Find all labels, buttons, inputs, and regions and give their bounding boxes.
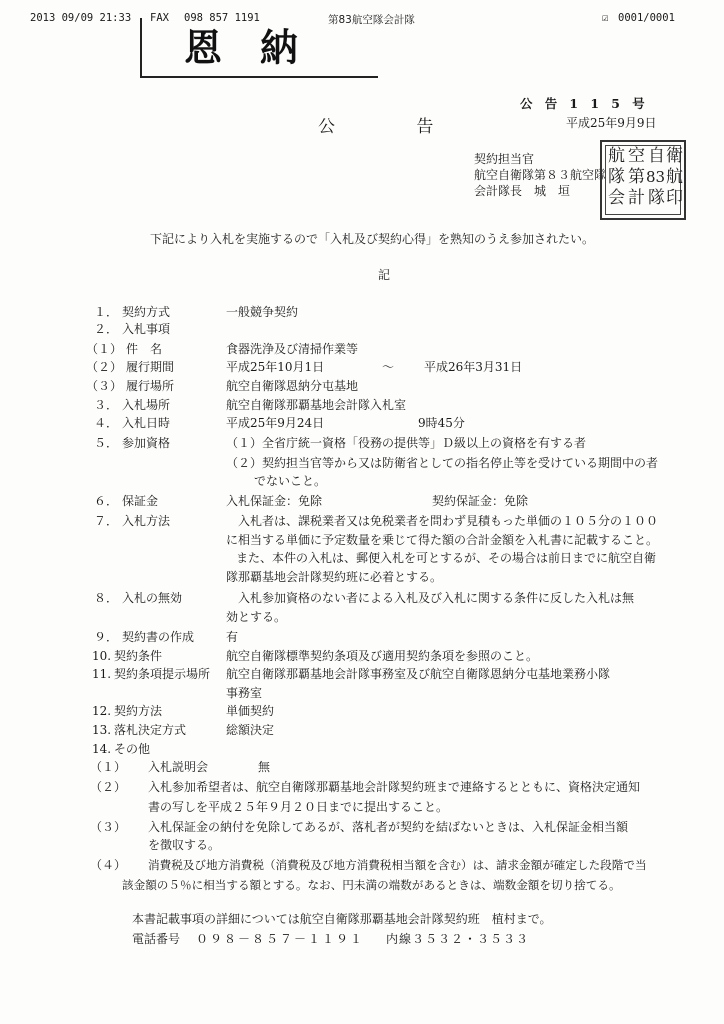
item-label: 落札決定方式 xyxy=(114,723,187,737)
item-value-line2: 効とする。 xyxy=(226,610,287,624)
item-value3: 平成26年3月31日 xyxy=(424,360,523,374)
item-value-line2: 事務室 xyxy=(226,686,263,700)
stamp-text: 恩納 xyxy=(184,26,337,70)
item-num: （３） xyxy=(86,379,123,393)
item-value: 有 xyxy=(226,630,239,644)
other-text-line2: 書の写しを平成２５年９月２０日までに提出すること。 xyxy=(148,800,449,814)
item-value: 航空自衛隊那覇基地会計隊事務室及び航空自衛隊恩納分屯基地業務小隊 xyxy=(226,667,611,681)
footer-contact: 本書記載事項の詳細については航空自衛隊那覇基地会計隊契約班 植村まで。 xyxy=(132,912,552,926)
item-value: 入札保証金：免除 xyxy=(226,494,323,508)
item-label: 入札事項 xyxy=(122,322,171,336)
item-num: 13. xyxy=(92,723,112,737)
phone-number: ０９８－８５７－１１９１ xyxy=(196,932,365,946)
item-value-line2: （２）契約担当官等から又は防衛省としての指名停止等を受けている期間中の者 xyxy=(226,456,659,470)
item-value-line3: また、本件の入札は、郵便入札を可とするが、その場合は前日までに航空自衛 xyxy=(236,551,657,565)
fax-sender: 第83航空隊会計隊 xyxy=(328,14,415,26)
item-label: 入札の無効 xyxy=(122,591,183,605)
item-label: その他 xyxy=(114,742,151,756)
item-value: 航空自衛隊那覇基地会計隊入札室 xyxy=(226,398,407,412)
item-value: 一般競争契約 xyxy=(226,305,299,319)
item-value-line4: 隊那覇基地会計隊契約班に必着とする。 xyxy=(226,570,443,584)
item-value: 食器洗浄及び清掃作業等 xyxy=(226,342,359,356)
fax-page: 0001/0001 xyxy=(618,12,675,24)
other-text: 入札説明会 xyxy=(148,760,209,774)
onna-stamp xyxy=(140,18,380,74)
item-value: 単価契約 xyxy=(226,704,275,718)
item-value: 平成25年9月24日 xyxy=(226,416,325,430)
intro-text: 下記により入札を実施するので「入札及び契約心得」を熟知のうえ参加されたい。 xyxy=(150,232,595,246)
fax-label: FAX xyxy=(150,12,169,24)
item-label: 入札方法 xyxy=(122,514,171,528)
item-label: 契約方法 xyxy=(114,704,163,718)
fax-datetime: 2013 09/09 21:33 xyxy=(30,12,132,24)
issuer-role: 契約担当官 xyxy=(474,152,535,166)
other-text2: 無 xyxy=(258,760,271,774)
notice-number: 公 告 1 1 5 号 xyxy=(520,96,649,111)
item-num: ３． xyxy=(94,398,119,412)
ki-heading: 記 xyxy=(378,268,391,282)
other-text: 入札保証金の納付を免除してあるが、落札者が契約を結ばないときは、入札保証金相当額 xyxy=(148,820,629,834)
item-num: ２． xyxy=(94,322,119,336)
item-value2: ～ xyxy=(382,360,395,374)
fax-page-icon: ☑ xyxy=(602,12,609,24)
item-num: 11. xyxy=(92,667,112,681)
item-num: ４． xyxy=(94,416,119,430)
item-label: 入札場所 xyxy=(122,398,171,412)
item-value2: 9時45分 xyxy=(418,416,465,430)
other-text-line2: を徴収する。 xyxy=(148,838,221,852)
item-label: 契約条件 xyxy=(114,649,163,663)
item-value-line3: でないこと。 xyxy=(254,474,327,488)
phone-label: 電話番号 xyxy=(132,932,181,946)
item-value2: 契約保証金：免除 xyxy=(432,494,529,508)
item-label: 契約方式 xyxy=(122,305,171,319)
item-num: ５． xyxy=(94,436,119,450)
item-value: （１）全省庁統一資格「役務の提供等」Ｄ級以上の資格を有する者 xyxy=(226,436,587,450)
item-num: 12. xyxy=(92,704,112,718)
other-num: （４） xyxy=(90,858,127,872)
item-label: 入札日時 xyxy=(122,416,171,430)
item-label: 履行場所 xyxy=(126,379,175,393)
item-num: ７． xyxy=(94,514,119,528)
page-title: 公 告 xyxy=(318,117,472,137)
item-value: 入札者は、課税業者又は免税業者を問わず見積もった単価の１０５分の１００ xyxy=(238,514,659,528)
other-text: 入札参加希望者は、航空自衛隊那覇基地会計隊契約班まで連絡するとともに、資格決定通知 xyxy=(148,780,641,794)
official-seal: 航 空 自 衛 隊 第 83 航 会 計 隊 印 xyxy=(600,140,686,220)
item-value: 航空自衛隊恩納分屯基地 xyxy=(226,379,359,393)
item-num: ９． xyxy=(94,630,119,644)
other-text-line2: 該金額の５％に相当する額とする。なお、円未満の端数があるときは、端数金額を切り捨てる。 xyxy=(122,878,621,892)
other-num: （１） xyxy=(90,760,127,774)
issuer-org: 航空自衛隊第８３航空隊 xyxy=(474,168,607,182)
item-value-line2: に相当する単価に予定数量を乗じて得た額の合計金額を入札書に記載すること。 xyxy=(226,533,659,547)
item-num: （２） xyxy=(86,360,123,374)
item-label: 参加資格 xyxy=(122,436,171,450)
item-num: １． xyxy=(94,305,119,319)
phone-extension: 内線３５３２・３５３３ xyxy=(386,932,530,946)
item-num: 14. xyxy=(92,742,112,756)
item-value: 入札参加資格のない者による入札及び入札に関する条件に反した入札は無 xyxy=(238,591,635,605)
item-num: （１） xyxy=(86,342,123,356)
item-label: 履行期間 xyxy=(126,360,175,374)
fax-number: 098 857 1191 xyxy=(184,12,260,24)
item-label: 件 名 xyxy=(126,342,163,356)
issuer-name: 会計隊長 城 垣 xyxy=(474,184,571,198)
item-value: 平成25年10月1日 xyxy=(226,360,325,374)
item-num: ６． xyxy=(94,494,119,508)
other-num: （２） xyxy=(90,780,127,794)
notice-date: 平成25年9月9日 xyxy=(566,116,657,130)
item-label: 契約条項提示場所 xyxy=(114,667,211,681)
item-label: 契約書の作成 xyxy=(122,630,195,644)
item-num: ８． xyxy=(94,591,119,605)
item-value: 総額決定 xyxy=(226,723,275,737)
other-text: 消費税及び地方消費税（消費税及び地方消費税相当額を含む）は、請求金額が確定した段階で当 xyxy=(148,858,647,872)
item-label: 保証金 xyxy=(122,494,159,508)
item-num: 10. xyxy=(92,649,112,663)
item-value: 航空自衛隊標準契約条項及び適用契約条項を参照のこと。 xyxy=(226,649,539,663)
other-num: （３） xyxy=(90,820,127,834)
